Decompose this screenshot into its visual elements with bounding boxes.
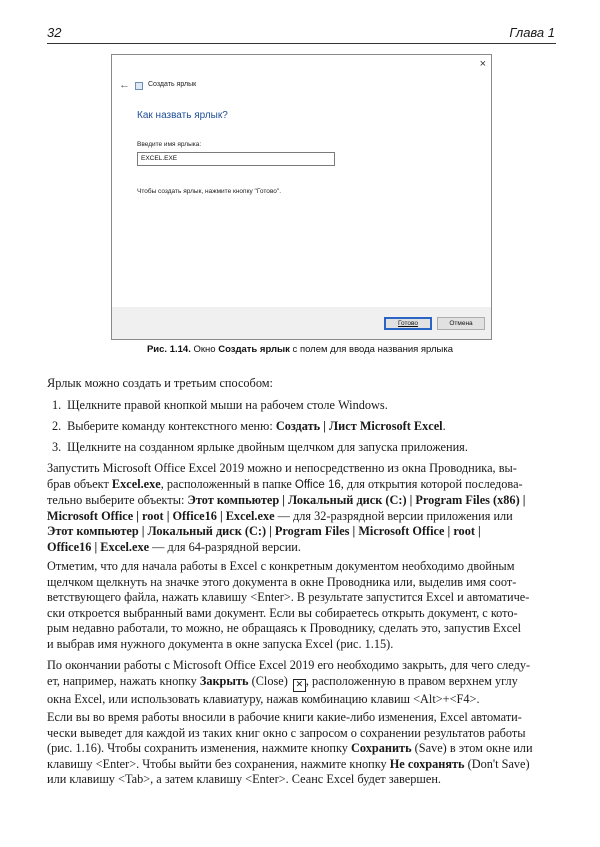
header-rule: [47, 43, 556, 44]
paragraph-close-excel: По окончании работы с Microsoft Office Excel 2019 его необходимо закрыть, для чего следу- ет, например, нажать кнопку Закрыть (Close) ✕ , расположенную в правом верхнем углу окна Excel, или использовать клавиатуру, нажав комбинацию клавиш <Alt>+<F4>.: [47, 658, 531, 706]
list-item: 2. Выберите команду контекстного меню: Создать | Лист Microsoft Excel.: [52, 419, 446, 433]
figure-caption: Рис. 1.14. Окно Создать ярлык с полем для ввода названия ярлыка: [146, 344, 454, 355]
dialog-title: Создать ярлык: [148, 81, 197, 88]
shortcut-name-input[interactable]: EXCEL.EXE: [137, 152, 335, 166]
page-number: 32: [47, 25, 62, 40]
list-item: 3. Щелкните на созданном ярлыке двойным щелчком для запуска приложения.: [52, 440, 468, 454]
dialog-hint: Чтобы создать ярлык, нажмите кнопку "Готово".: [137, 188, 282, 195]
list-item: 1. Щелкните правой кнопкой мыши на рабочем столе Windows.: [52, 398, 388, 412]
shortcut-name-label: Введите имя ярлыка:: [137, 141, 202, 148]
close-icon[interactable]: ×: [479, 58, 486, 70]
dialog-footer: [112, 307, 491, 339]
create-shortcut-dialog: [111, 54, 492, 340]
cancel-button[interactable]: Отмена: [437, 317, 485, 330]
finish-button[interactable]: Готово: [384, 317, 432, 330]
chapter-title: Глава 1: [509, 25, 555, 40]
dialog-heading: Как назвать ярлык?: [137, 110, 228, 121]
back-arrow-icon[interactable]: ←: [119, 79, 130, 91]
paragraph-open-document: Отметим, что для начала работы в Excel с конкретным документом необходимо двойным щелчком щелкнуть на значке этого документа в окне Проводника или, выделив имя соот- ветствующего файла, нажать клавишу <Enter>. В результате запустится Excel и автоматиче- ски откроется выбранный вами документ. Если вы собираетесь открыть документ, с кото- рым недавно работали, то можно, не обращаясь к Проводнику, сделать это, запустив Excel и выбрав имя нужного документа в окне запуска Excel (рис. 1.15).: [47, 559, 530, 651]
intro-text: Ярлык можно создать и третьим способом:: [47, 376, 273, 390]
close-icon: ✕: [293, 679, 306, 692]
paragraph-save-changes: Если вы во время работы вносили в рабочие книги какие-либо изменения, Excel автомати- чески выведет для каждой из таких книг окно с запросом о сохранении результатов работы (рис. 1.16). Чтобы сохранить изменения, нажмите кнопку Сохранить (Save) в этом окне или клавишу <Enter>. Чтобы выйти без сохранения, нажмите кнопку Не сохранять (Don't Save) или клавишу <Tab>, а затем клавишу <Enter>. Сеанс Excel будет завершен.: [47, 710, 533, 787]
paragraph-explorer: Запустить Microsoft Office Excel 2019 можно и непосредственно из окна Проводника, вы- брав объект Excel.exe, расположенный в папке Office 16, для открытия которой последова- тельно выберите объекты: Этот компьютер | Локальный диск (C:) | Program Files (x86) | Microsoft Office | root | Office16 | Excel.exe — для 32-разрядной версии приложения или Этот компьютер | Локальный диск (C:) | Program Files | Microsoft Office | root | Office16 | Excel.exe — для 64-разрядной версии.: [47, 461, 526, 554]
shortcut-app-icon: [135, 82, 143, 90]
page-header: [47, 25, 555, 43]
figure-number: Рис. 1.14.: [146, 344, 191, 355]
